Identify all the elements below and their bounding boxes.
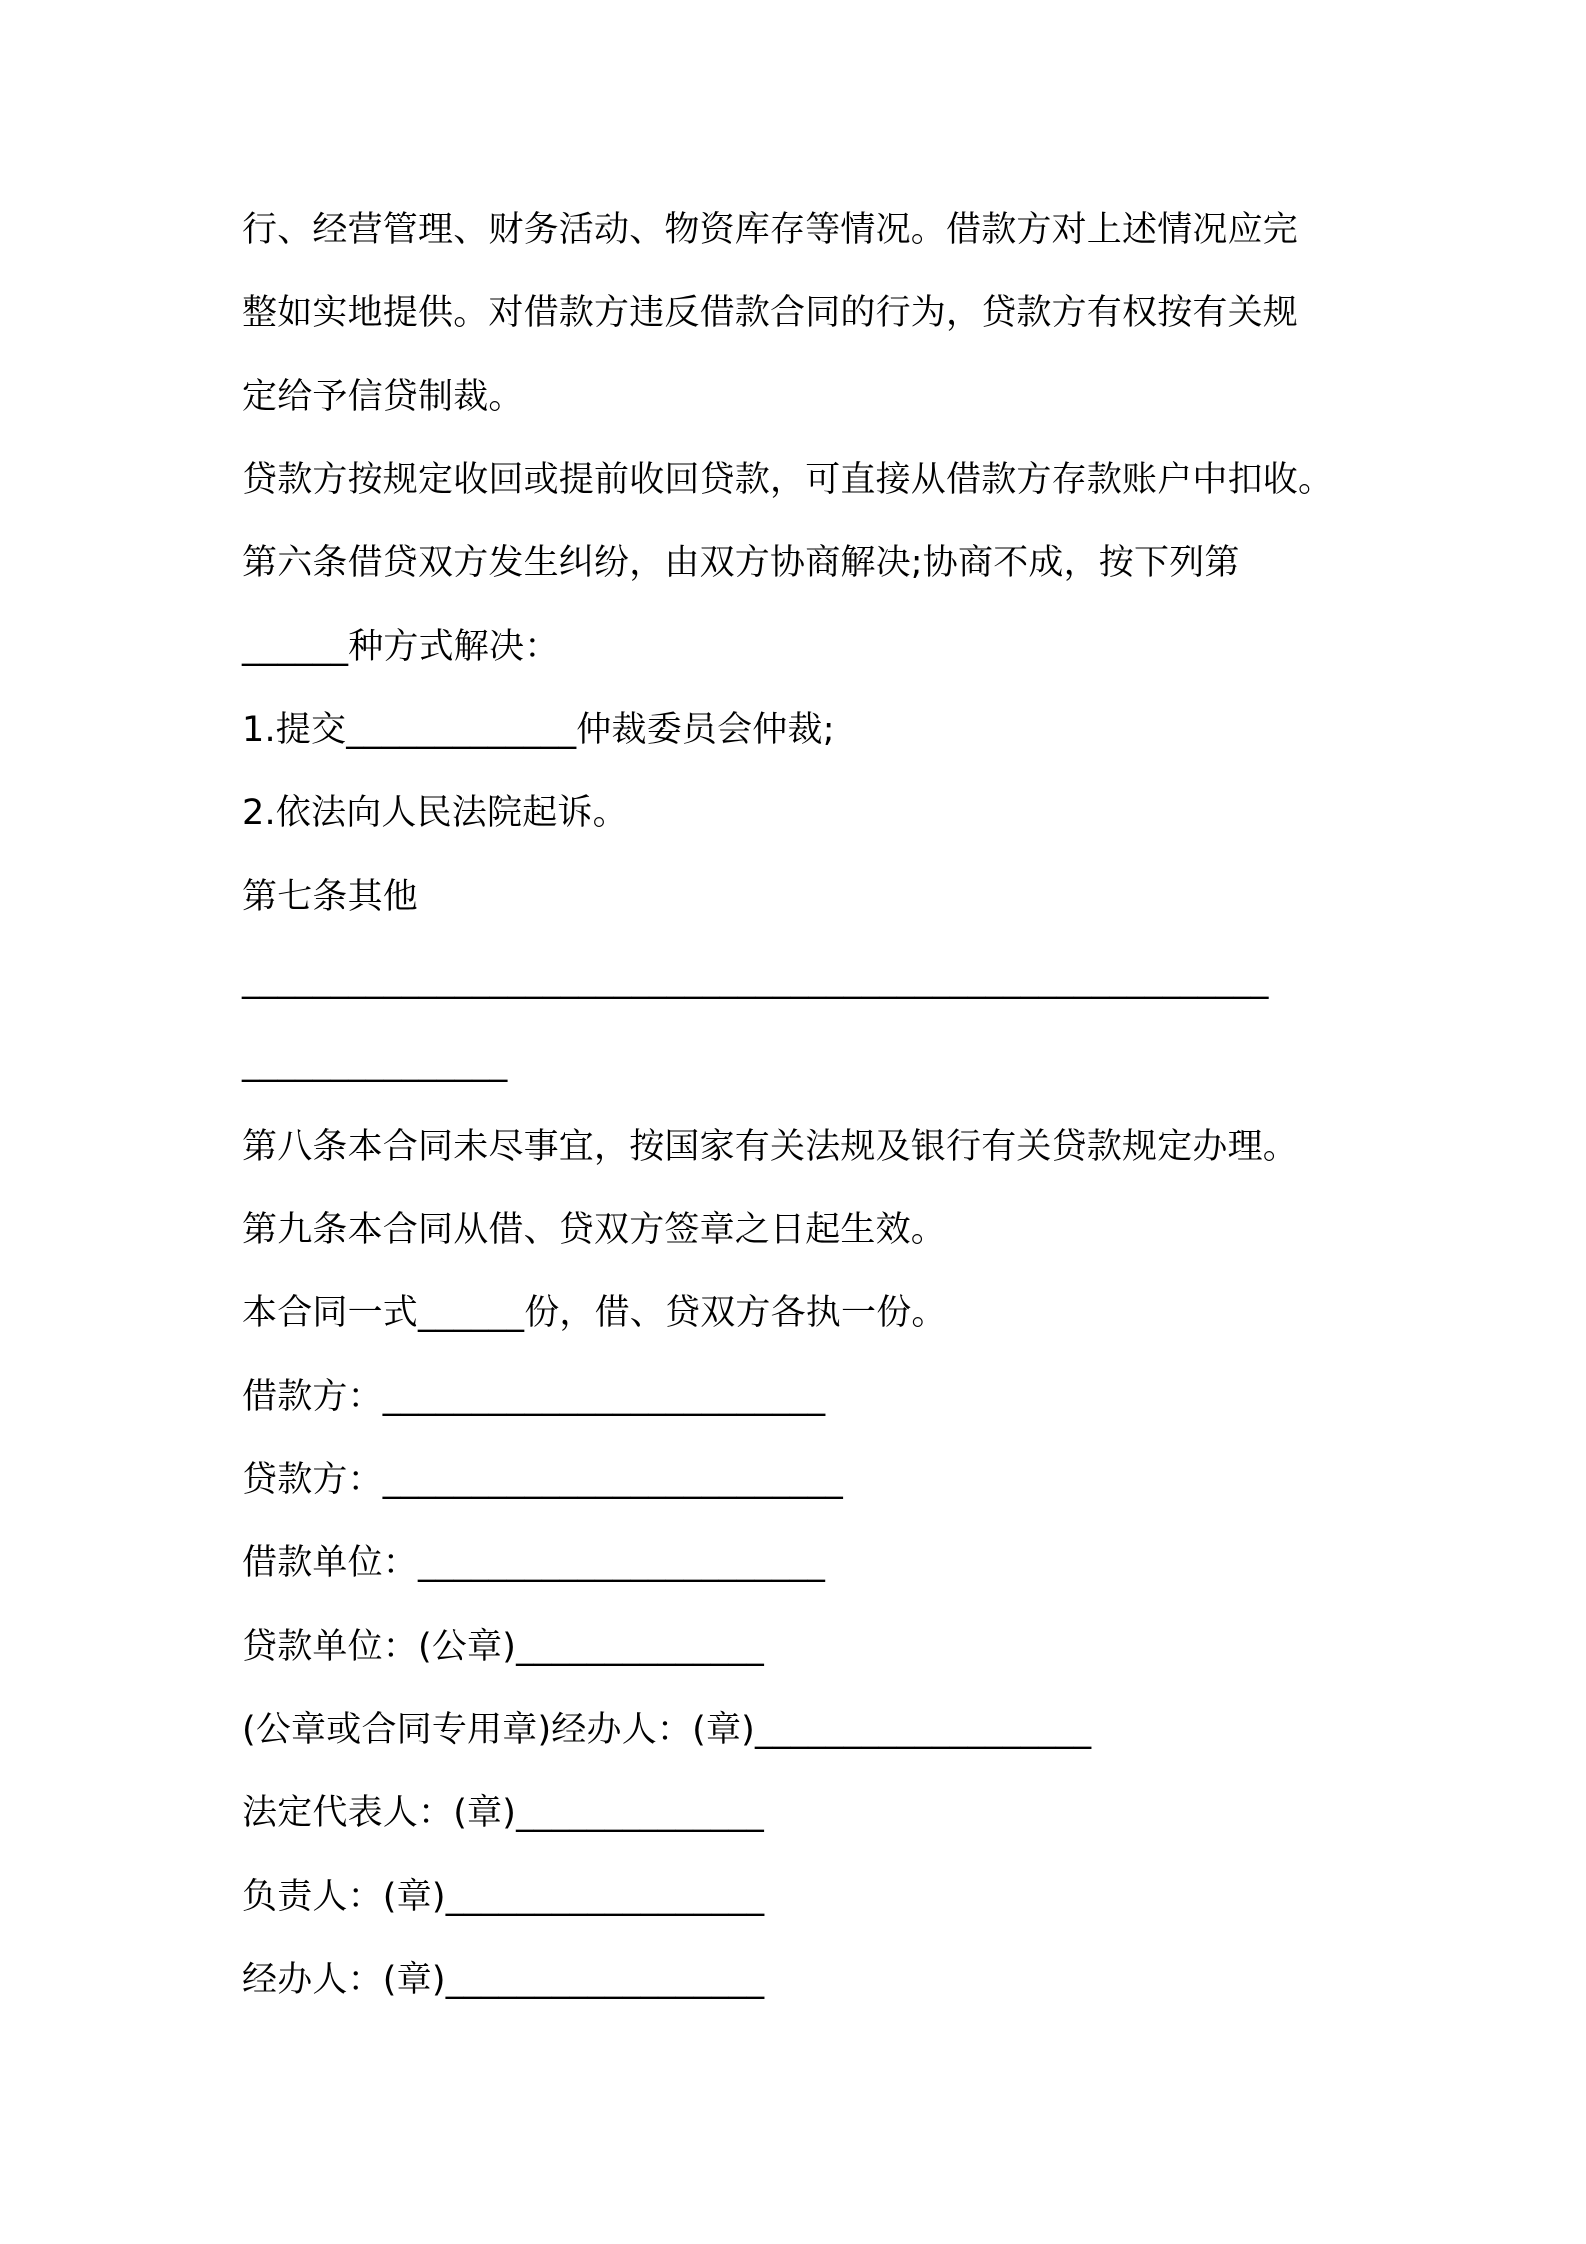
body-text-line: 贷款方按规定收回或提前收回贷款，可直接从借款方存款账户中扣收。 [242,460,1334,500]
arbitration-option: 1.提交_____________仲裁委员会仲裁; [242,710,835,750]
body-text-line: 整如实地提供。对借款方违反借款合同的行为，贷款方有权按有关规 [242,293,1299,333]
blank-fill-line: __________________________________________________________ [242,960,1269,1000]
body-text-line: 定给予信贷制裁。 [242,377,524,417]
borrower-signature-line: 借款方：_________________________ [242,1377,826,1417]
handler-line: 经办人：(章)__________________ [242,1960,765,2000]
copies-line: 本合同一式______份，借、贷双方各执一份。 [242,1293,947,1333]
lending-unit-line: 贷款单位：(公章)______________ [242,1627,764,1667]
lender-signature-line: 贷款方：__________________________ [242,1460,844,1500]
blank-fill-line: _______________ [242,1043,508,1083]
dispute-method-line: ______种方式解决： [242,627,560,667]
article-9-line: 第九条本合同从借、贷双方签章之日起生效。 [242,1210,947,1250]
official-seal-handler-line: (公章或合同专用章)经办人：(章)___________________ [242,1710,1092,1750]
body-text-line: 行、经营管理、财务活动、物资库存等情况。借款方对上述情况应完 [242,210,1299,250]
article-6-line: 第六条借贷双方发生纠纷，由双方协商解决;协商不成，按下列第 [242,543,1240,583]
borrowing-unit-line: 借款单位：_______________________ [242,1543,826,1583]
court-option: 2.依法向人民法院起诉。 [242,793,628,833]
article-7-heading: 第七条其他 [242,877,419,917]
legal-representative-line: 法定代表人：(章)______________ [242,1793,764,1833]
article-8-line: 第八条本合同未尽事宜，按国家有关法规及银行有关贷款规定办理。 [242,1127,1299,1167]
responsible-person-line: 负责人：(章)__________________ [242,1877,765,1917]
